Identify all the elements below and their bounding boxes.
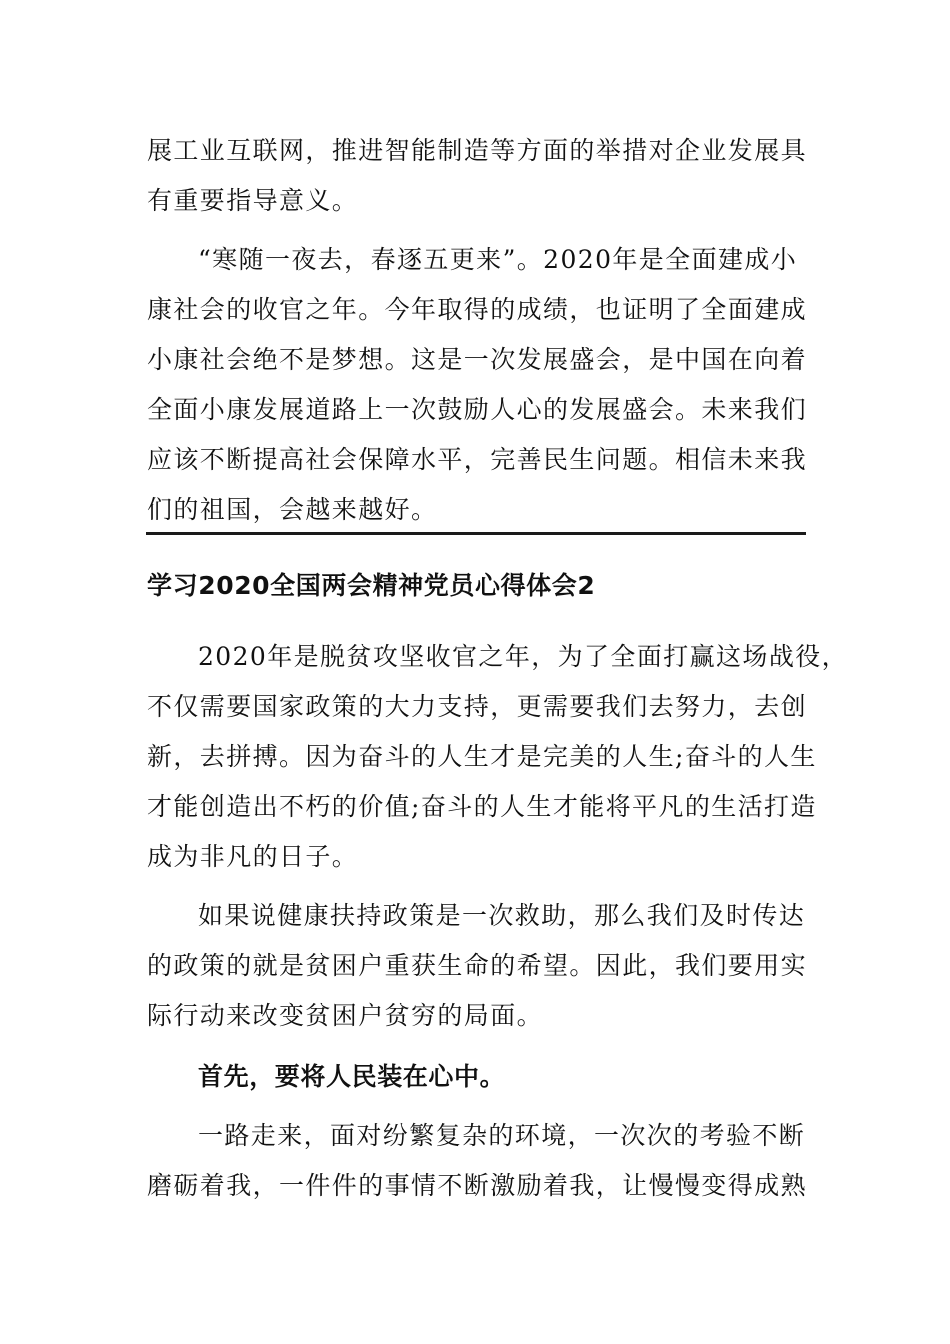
paragraph-spring-line-5: 应该不断提高社会保障水平，完善民生问题。相信未来我 xyxy=(147,445,808,474)
paragraph-journey-line-1: 一路走来，面对纷繁复杂的环境，一次次的考验不断 xyxy=(198,1121,806,1150)
paragraph-spring-line-3: 小康社会绝不是梦想。这是一次发展盛会，是中国在向着 xyxy=(147,345,808,374)
bold-point-heading: 首先，要将人民装在心中。 xyxy=(198,1062,506,1091)
paragraph-health-line-3: 际行动来改变贫困户贫穷的局面。 xyxy=(147,1001,544,1030)
paragraph-spring-line-1: “寒随一夜去，春逐五更来”。2020年是全面建成小 xyxy=(198,245,798,274)
paragraph-journey-line-2: 磨砺着我，一件件的事情不断激励着我，让慢慢变得成熟 xyxy=(147,1171,808,1200)
paragraph-health-line-2: 的政策的就是贫困户重获生命的希望。因此，我们要用实 xyxy=(147,951,808,980)
paragraph-poverty-line-3: 新，去拼搏。因为奋斗的人生才是完美的人生;奋斗的人生 xyxy=(147,742,817,771)
section-title: 学习2020全国两会精神党员心得体会2 xyxy=(147,571,596,600)
paragraph-health-line-1: 如果说健康扶持政策是一次救助，那么我们及时传达 xyxy=(198,901,806,930)
paragraph-intro-line-1: 展工业互联网，推进智能制造等方面的举措对企业发展具 xyxy=(147,136,808,165)
paragraph-poverty-line-1: 2020年是脱贫攻坚收官之年，为了全面打赢这场战役， xyxy=(198,642,849,671)
paragraph-spring-line-2: 康社会的收官之年。今年取得的成绩，也证明了全面建成 xyxy=(147,295,808,324)
section-divider xyxy=(146,532,806,535)
paragraph-poverty-line-4: 才能创造出不朽的价值;奋斗的人生才能将平凡的生活打造 xyxy=(147,792,817,821)
paragraph-poverty-line-5: 成为非凡的日子。 xyxy=(147,842,359,871)
paragraph-intro-line-2: 有重要指导意义。 xyxy=(147,186,359,215)
paragraph-spring-line-6: 们的祖国，会越来越好。 xyxy=(147,495,438,524)
paragraph-poverty-line-2: 不仅需要国家政策的大力支持，更需要我们去努力，去创 xyxy=(147,692,808,721)
paragraph-spring-line-4: 全面小康发展道路上一次鼓励人心的发展盛会。未来我们 xyxy=(147,395,808,424)
